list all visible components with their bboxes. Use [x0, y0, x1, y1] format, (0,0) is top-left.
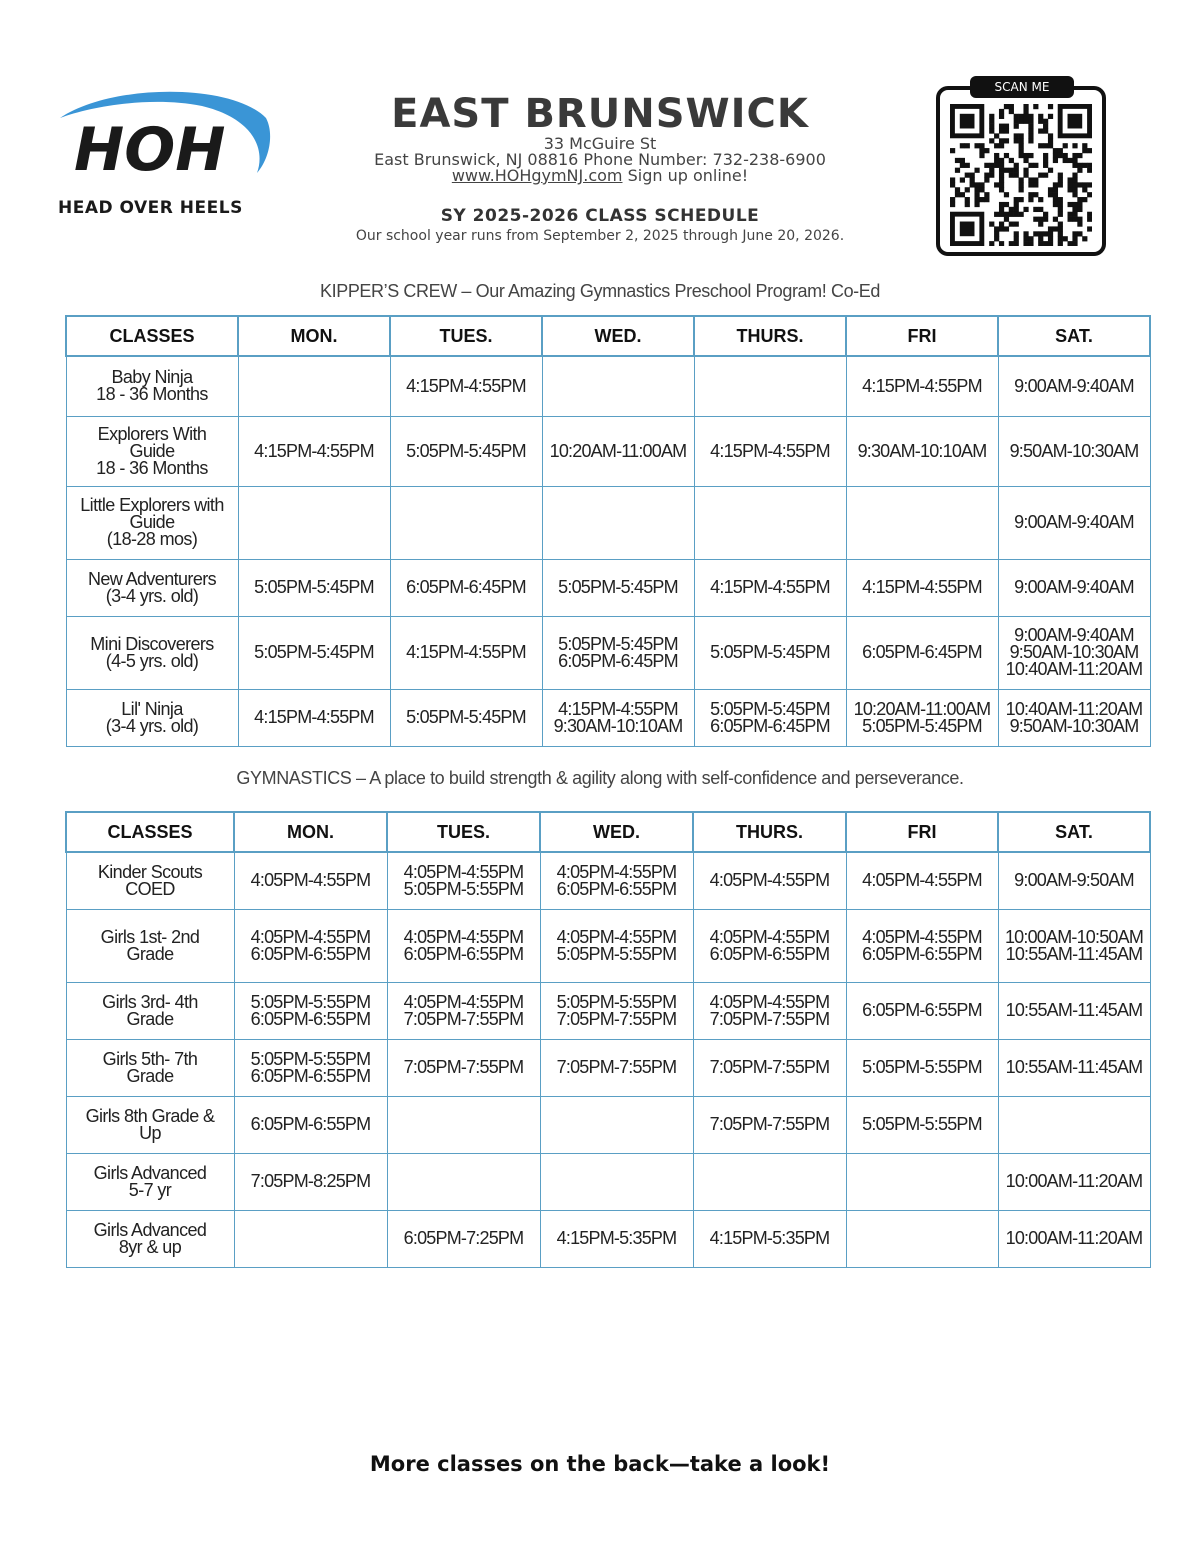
- time-cell: 4:05PM-4:55PM 6:05PM-6:55PM: [540, 852, 693, 909]
- time-cell: 9:50AM-10:30AM: [998, 416, 1150, 486]
- time-cell: 5:05PM-5:45PM 6:05PM-6:45PM: [694, 689, 846, 746]
- table-row: [66, 982, 1150, 1039]
- time-cell: [693, 1153, 846, 1210]
- website-link[interactable]: www.HOHgymNJ.com: [451, 166, 623, 185]
- time-cell: 10:40AM-11:20AM 9:50AM-10:30AM: [998, 689, 1150, 746]
- class-name-cell: Girls 5th- 7th Grade: [66, 1039, 234, 1096]
- time-cell: 10:55AM-11:45AM: [998, 1039, 1150, 1096]
- time-cell: [238, 486, 390, 559]
- column-header: CLASSES: [66, 316, 238, 356]
- time-cell: 4:15PM-4:55PM 9:30AM-10:10AM: [542, 689, 694, 746]
- class-name-cell: Mini Discoverers (4-5 yrs. old): [66, 616, 238, 689]
- column-header: TUES.: [387, 812, 540, 852]
- time-cell: 4:05PM-4:55PM: [234, 852, 387, 909]
- page-title: EAST BRUNSWICK: [391, 91, 809, 137]
- time-cell: 4:05PM-4:55PM 6:05PM-6:55PM: [693, 909, 846, 982]
- time-cell: [390, 486, 542, 559]
- time-cell: 4:15PM-5:35PM: [693, 1210, 846, 1267]
- column-header: WED.: [540, 812, 693, 852]
- schedule-title: SY 2025-2026 CLASS SCHEDULE: [440, 206, 760, 226]
- time-cell: 5:05PM-5:55PM 6:05PM-6:55PM: [234, 982, 387, 1039]
- logo-swoosh-icon: [52, 88, 282, 198]
- kippers-crew-title: KIPPER’S CREW – Our Amazing Gymnastics Preschool Program! Co-Ed: [320, 281, 880, 301]
- time-cell: [234, 1210, 387, 1267]
- time-cell: 10:20AM-11:00AM 5:05PM-5:45PM: [846, 689, 998, 746]
- time-cell: 9:00AM-9:40AM 9:50AM-10:30AM 10:40AM-11:20AM: [998, 616, 1150, 689]
- time-cell: [540, 1096, 693, 1153]
- time-cell: 4:15PM-4:55PM: [238, 689, 390, 746]
- time-cell: [694, 486, 846, 559]
- time-cell: 4:15PM-4:55PM: [846, 356, 998, 416]
- time-cell: 6:05PM-6:45PM: [390, 559, 542, 616]
- table-row: [66, 1039, 1150, 1096]
- time-cell: 5:05PM-5:55PM 6:05PM-6:55PM: [234, 1039, 387, 1096]
- time-cell: 5:05PM-5:45PM: [390, 416, 542, 486]
- time-cell: 10:20AM-11:00AM: [542, 416, 694, 486]
- table-row: [66, 486, 1150, 559]
- class-name-cell: Girls Advanced 8yr & up: [66, 1210, 234, 1267]
- time-cell: 7:05PM-7:55PM: [693, 1039, 846, 1096]
- time-cell: 4:15PM-4:55PM: [390, 356, 542, 416]
- time-cell: 4:15PM-4:55PM: [390, 616, 542, 689]
- time-cell: 6:05PM-6:55PM: [234, 1096, 387, 1153]
- column-header: FRI: [846, 316, 998, 356]
- time-cell: [540, 1153, 693, 1210]
- qr-code-icon: [950, 104, 1092, 246]
- time-cell: 9:00AM-9:40AM: [998, 486, 1150, 559]
- class-name-cell: Baby Ninja 18 - 36 Months: [66, 356, 238, 416]
- time-cell: 4:15PM-4:55PM: [238, 416, 390, 486]
- kippers-crew-table: [65, 315, 1151, 747]
- time-cell: [846, 486, 998, 559]
- time-cell: 9:00AM-9:40AM: [998, 356, 1150, 416]
- page-header: [300, 92, 900, 244]
- column-header: MON.: [238, 316, 390, 356]
- class-name-cell: Explorers With Guide 18 - 36 Months: [66, 416, 238, 486]
- time-cell: 4:05PM-4:55PM 6:05PM-6:55PM: [387, 909, 540, 982]
- time-cell: 7:05PM-7:55PM: [540, 1039, 693, 1096]
- column-header: CLASSES: [66, 812, 234, 852]
- time-cell: 4:15PM-4:55PM: [846, 559, 998, 616]
- column-header: FRI: [846, 812, 998, 852]
- time-cell: 10:00AM-11:20AM: [998, 1210, 1150, 1267]
- time-cell: 10:55AM-11:45AM: [998, 982, 1150, 1039]
- time-cell: 4:05PM-4:55PM 7:05PM-7:55PM: [693, 982, 846, 1039]
- table-row: [66, 852, 1150, 909]
- column-header: THURS.: [694, 316, 846, 356]
- time-cell: [387, 1153, 540, 1210]
- table-row: [66, 416, 1150, 486]
- time-cell: 4:15PM-5:35PM: [540, 1210, 693, 1267]
- street-address: 33 McGuire St: [543, 134, 657, 153]
- column-header: SAT.: [998, 812, 1150, 852]
- time-cell: 5:05PM-5:45PM: [694, 616, 846, 689]
- table-row: [66, 1096, 1150, 1153]
- column-header: MON.: [234, 812, 387, 852]
- time-cell: 6:05PM-6:45PM: [846, 616, 998, 689]
- column-header: SAT.: [998, 316, 1150, 356]
- time-cell: 4:05PM-4:55PM: [846, 852, 998, 909]
- time-cell: [998, 1096, 1150, 1153]
- signup-text: Sign up online!: [622, 166, 749, 185]
- time-cell: 4:15PM-4:55PM: [694, 559, 846, 616]
- time-cell: [542, 486, 694, 559]
- time-cell: [542, 356, 694, 416]
- qr-code[interactable]: [936, 86, 1106, 256]
- time-cell: 4:05PM-4:55PM 5:05PM-5:55PM: [540, 909, 693, 982]
- table-row: [66, 559, 1150, 616]
- table-row: [66, 689, 1150, 746]
- time-cell: 5:05PM-5:45PM: [238, 559, 390, 616]
- time-cell: [387, 1096, 540, 1153]
- scan-me-label: SCAN ME: [970, 76, 1074, 98]
- time-cell: 5:05PM-5:45PM: [238, 616, 390, 689]
- time-cell: 9:00AM-9:40AM: [998, 559, 1150, 616]
- time-cell: 4:05PM-4:55PM 5:05PM-5:55PM: [387, 852, 540, 909]
- class-name-cell: Kinder Scouts COED: [66, 852, 234, 909]
- time-cell: 4:05PM-4:55PM: [693, 852, 846, 909]
- website-line: [300, 168, 900, 184]
- time-cell: 4:05PM-4:55PM 6:05PM-6:55PM: [846, 909, 998, 982]
- class-name-cell: New Adventurers (3-4 yrs. old): [66, 559, 238, 616]
- time-cell: 6:05PM-6:55PM: [846, 982, 998, 1039]
- logo-text: HOH: [74, 115, 226, 185]
- column-header: THURS.: [693, 812, 846, 852]
- logo-subtitle: HEAD OVER HEELS: [58, 198, 243, 218]
- table-header-row: [66, 316, 1150, 356]
- table-header-row: [66, 812, 1150, 852]
- time-cell: 5:05PM-5:55PM: [846, 1096, 998, 1153]
- class-name-cell: Girls 1st- 2nd Grade: [66, 909, 234, 982]
- time-cell: 5:05PM-5:45PM: [542, 559, 694, 616]
- gymnastics-table: [65, 811, 1151, 1268]
- time-cell: [238, 356, 390, 416]
- time-cell: 7:05PM-8:25PM: [234, 1153, 387, 1210]
- gymnastics-title: GYMNASTICS – A place to build strength & agility along with self-confidence and perseverance.: [236, 768, 964, 788]
- time-cell: 4:05PM-4:55PM 7:05PM-7:55PM: [387, 982, 540, 1039]
- time-cell: 9:30AM-10:10AM: [846, 416, 998, 486]
- time-cell: 4:05PM-4:55PM 6:05PM-6:55PM: [234, 909, 387, 982]
- time-cell: 7:05PM-7:55PM: [693, 1096, 846, 1153]
- time-cell: 5:05PM-5:55PM: [846, 1039, 998, 1096]
- time-cell: 9:00AM-9:50AM: [998, 852, 1150, 909]
- class-name-cell: Little Explorers with Guide (18-28 mos): [66, 486, 238, 559]
- table-row: [66, 909, 1150, 982]
- city-phone: East Brunswick, NJ 08816 Phone Number: 732-238-6900: [374, 150, 826, 169]
- footer-note: More classes on the back—take a look!: [369, 1452, 831, 1476]
- time-cell: 4:15PM-4:55PM: [694, 416, 846, 486]
- time-cell: [846, 1210, 998, 1267]
- time-cell: 7:05PM-7:55PM: [387, 1039, 540, 1096]
- column-header: TUES.: [390, 316, 542, 356]
- time-cell: [846, 1153, 998, 1210]
- table-row: [66, 616, 1150, 689]
- class-name-cell: Girls Advanced 5-7 yr: [66, 1153, 234, 1210]
- school-year-note: Our school year runs from September 2, 2025 through June 20, 2026.: [355, 228, 845, 244]
- time-cell: 6:05PM-7:25PM: [387, 1210, 540, 1267]
- table-row: [66, 1153, 1150, 1210]
- time-cell: 5:05PM-5:55PM 7:05PM-7:55PM: [540, 982, 693, 1039]
- time-cell: 10:00AM-11:20AM: [998, 1153, 1150, 1210]
- time-cell: 5:05PM-5:45PM: [390, 689, 542, 746]
- time-cell: [694, 356, 846, 416]
- column-header: WED.: [542, 316, 694, 356]
- time-cell: 5:05PM-5:45PM 6:05PM-6:45PM: [542, 616, 694, 689]
- table-row: [66, 1210, 1150, 1267]
- class-name-cell: Girls 8th Grade & Up: [66, 1096, 234, 1153]
- time-cell: 10:00AM-10:50AM 10:55AM-11:45AM: [998, 909, 1150, 982]
- class-name-cell: Lil' Ninja (3-4 yrs. old): [66, 689, 238, 746]
- table-row: [66, 356, 1150, 416]
- class-name-cell: Girls 3rd- 4th Grade: [66, 982, 234, 1039]
